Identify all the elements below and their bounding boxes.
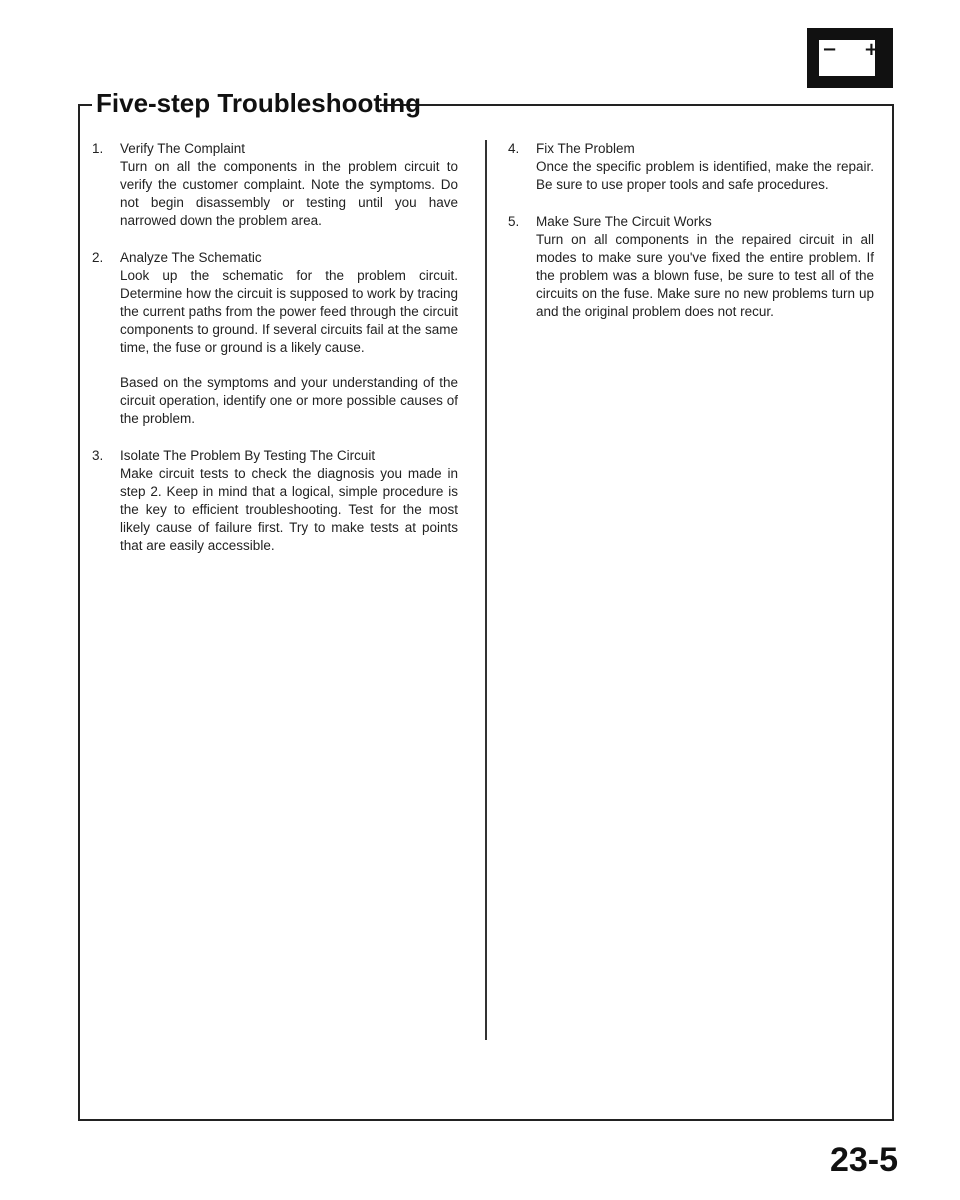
step-text: Look up the schematic for the problem circuit. Determine how the circuit is supposed to work by tracing the current paths from the power feed through the circuit components to ground. If several circuits fail at the same time, the fuse or ground is a likely cause.: [120, 268, 458, 355]
step-text: Turn on all components in the repaired circuit in all modes to make sure you've fixed the entire problem. If the problem was a blown fuse, be sure to test all of the circuits on the fuse. Make sure no new problems turn up and the original problem does not recur.: [536, 232, 874, 319]
step-number: 1.: [92, 141, 104, 156]
battery-icon: [807, 28, 893, 88]
battery-plus-sign: +: [863, 39, 879, 60]
step-extra-paragraph: Based on the symptoms and your understanding of the circuit operation, identify one or more possible causes of the problem.: [120, 375, 458, 426]
step-text: Once the specific problem is identified, make the repair. Be sure to use proper tools and safe procedures.: [536, 159, 874, 192]
step-5: [508, 213, 874, 321]
step-title: Fix The Problem: [536, 141, 635, 156]
step-text: Make circuit tests to check the diagnosis you made in step 2. Keep in mind that a logical, simple procedure is the key to efficient troubleshooting. Test for the most likely cause of failure first. Try to make tests at points that are easily accessible.: [120, 466, 458, 553]
right-column: [508, 140, 874, 340]
step-3: [92, 447, 458, 555]
step-number: 5.: [508, 214, 520, 229]
step-number: 4.: [508, 141, 520, 156]
step-text: Turn on all the components in the problem circuit to verify the customer complaint. Note the symptoms. Do not begin disassembly or testing until you have narrowed down the problem area.: [120, 159, 458, 228]
page-number: 23-5: [829, 1141, 898, 1179]
title-rule-right: [380, 104, 892, 106]
step-1: [92, 140, 458, 230]
step-number: 2.: [92, 250, 104, 265]
step-title: Analyze The Schematic: [120, 250, 262, 265]
step-4: [508, 140, 874, 194]
step-title: Verify The Complaint: [120, 141, 246, 156]
step-number: 3.: [92, 448, 104, 463]
column-divider: [485, 140, 487, 1040]
battery-minus-sign: −: [822, 39, 838, 60]
title-rule-left: [78, 104, 92, 106]
step-title: Isolate The Problem By Testing The Circuit: [120, 448, 376, 463]
step-title: Make Sure The Circuit Works: [536, 214, 712, 229]
step-2: [92, 249, 458, 428]
section-title: Five-step Troubleshooting: [96, 88, 422, 118]
left-column: [92, 140, 458, 574]
